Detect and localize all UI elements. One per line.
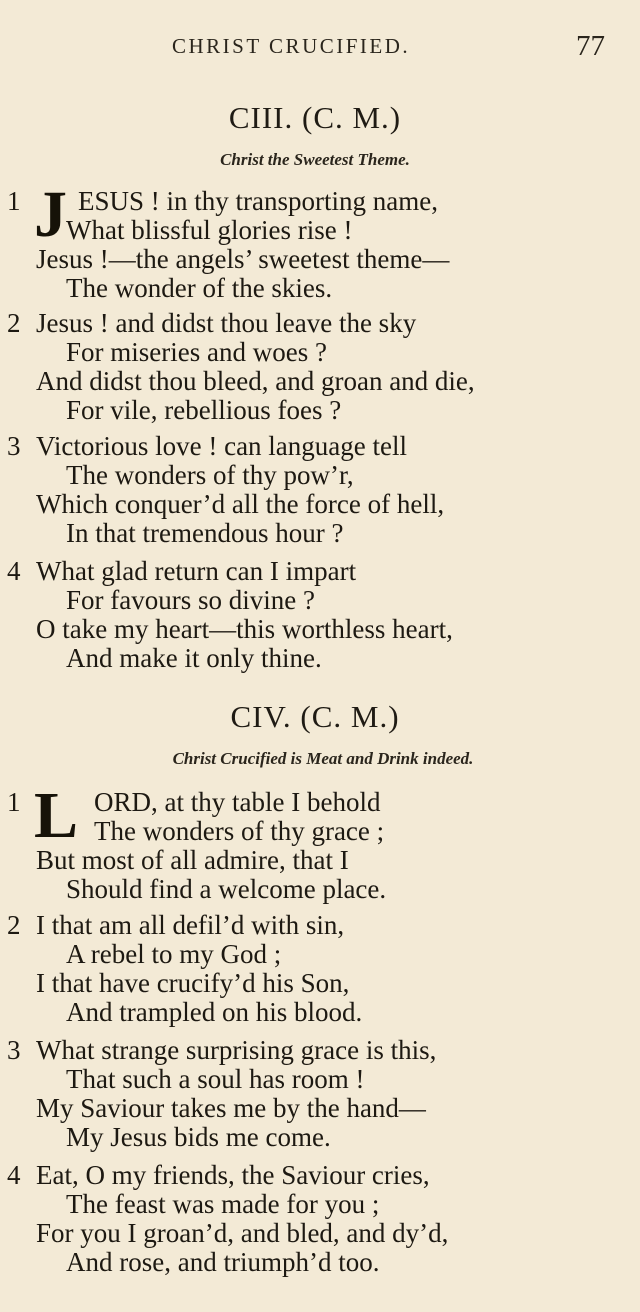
hymn-title: Christ Crucified is Meat and Drink indeed. <box>172 749 474 768</box>
verse-number: 1 <box>7 787 21 817</box>
hymn-title: Christ the Sweetest Theme. <box>220 150 410 169</box>
verse-line: And rose, and triumph’d too. <box>66 1247 380 1277</box>
verse-number: 3 <box>7 1035 21 1065</box>
verse-line: The feast was made for you ; <box>66 1189 380 1219</box>
verse-number: 2 <box>7 910 21 940</box>
verse-line: O take my heart—this worthless heart, <box>36 614 453 644</box>
verse-line: A rebel to my God ; <box>66 939 282 969</box>
verse-line: What blissful glories rise ! <box>66 215 353 245</box>
verse-number: 3 <box>7 431 21 461</box>
verse-line: And trampled on his blood. <box>66 997 363 1027</box>
verse-line: In that tremendous hour ? <box>66 518 344 548</box>
page-number: 77 <box>576 30 605 62</box>
verse-line: But most of all admire, that I <box>36 845 349 875</box>
verse-line: Should find a welcome place. <box>66 874 387 904</box>
verse-line: For vile, rebellious foes ? <box>66 395 342 425</box>
verse-line: ESUS ! in thy transporting name, <box>78 186 438 216</box>
verse-line: For you I groan’d, and bled, and dy’d, <box>36 1218 449 1248</box>
verse-line: Jesus ! and didst thou leave the sky <box>36 308 417 338</box>
verse-line: What strange surprising grace is this, <box>36 1035 437 1065</box>
verse-number: 2 <box>7 308 21 338</box>
verse-line: What glad return can I impart <box>36 556 357 586</box>
verse-line: For miseries and woes ? <box>66 337 327 367</box>
verse-line: The wonders of thy grace ; <box>94 816 385 846</box>
verse-line: My Jesus bids me come. <box>66 1122 331 1152</box>
hymn-number: CIV. (C. M.) <box>230 699 400 734</box>
verse-line: Eat, O my friends, the Saviour cries, <box>36 1160 430 1190</box>
verse-line: My Saviour takes me by the hand— <box>36 1093 426 1123</box>
verse-number: 1 <box>7 186 21 216</box>
verse-line: The wonders of thy pow’r, <box>66 460 354 490</box>
verse-line: For favours so divine ? <box>66 585 315 615</box>
verse-line: And didst thou bleed, and groan and die, <box>36 366 475 396</box>
verse-line: ORD, at thy table I behold <box>94 787 381 817</box>
verse-line: Jesus !—the angels’ sweetest theme— <box>36 244 450 274</box>
verse-number: 4 <box>7 1160 21 1190</box>
drop-cap: L <box>34 779 79 852</box>
running-head <box>0 30 640 70</box>
verse-line: I that am all defil’d with sin, <box>36 910 345 940</box>
hymn-number: CIII. (C. M.) <box>228 100 402 135</box>
verse-number: 4 <box>7 556 21 586</box>
verse-line: The wonder of the skies. <box>66 273 333 303</box>
verse-line: That such a soul has room ! <box>66 1064 365 1094</box>
verse-line: I that have crucify’d his Son, <box>36 968 350 998</box>
drop-cap: J <box>34 178 67 251</box>
running-title: CHRIST CRUCIFIED. <box>172 34 411 58</box>
verse-line: Which conquer’d all the force of hell, <box>36 489 445 519</box>
verse-line: Victorious love ! can language tell <box>36 431 407 461</box>
verse-line: And make it only thine. <box>66 643 322 673</box>
